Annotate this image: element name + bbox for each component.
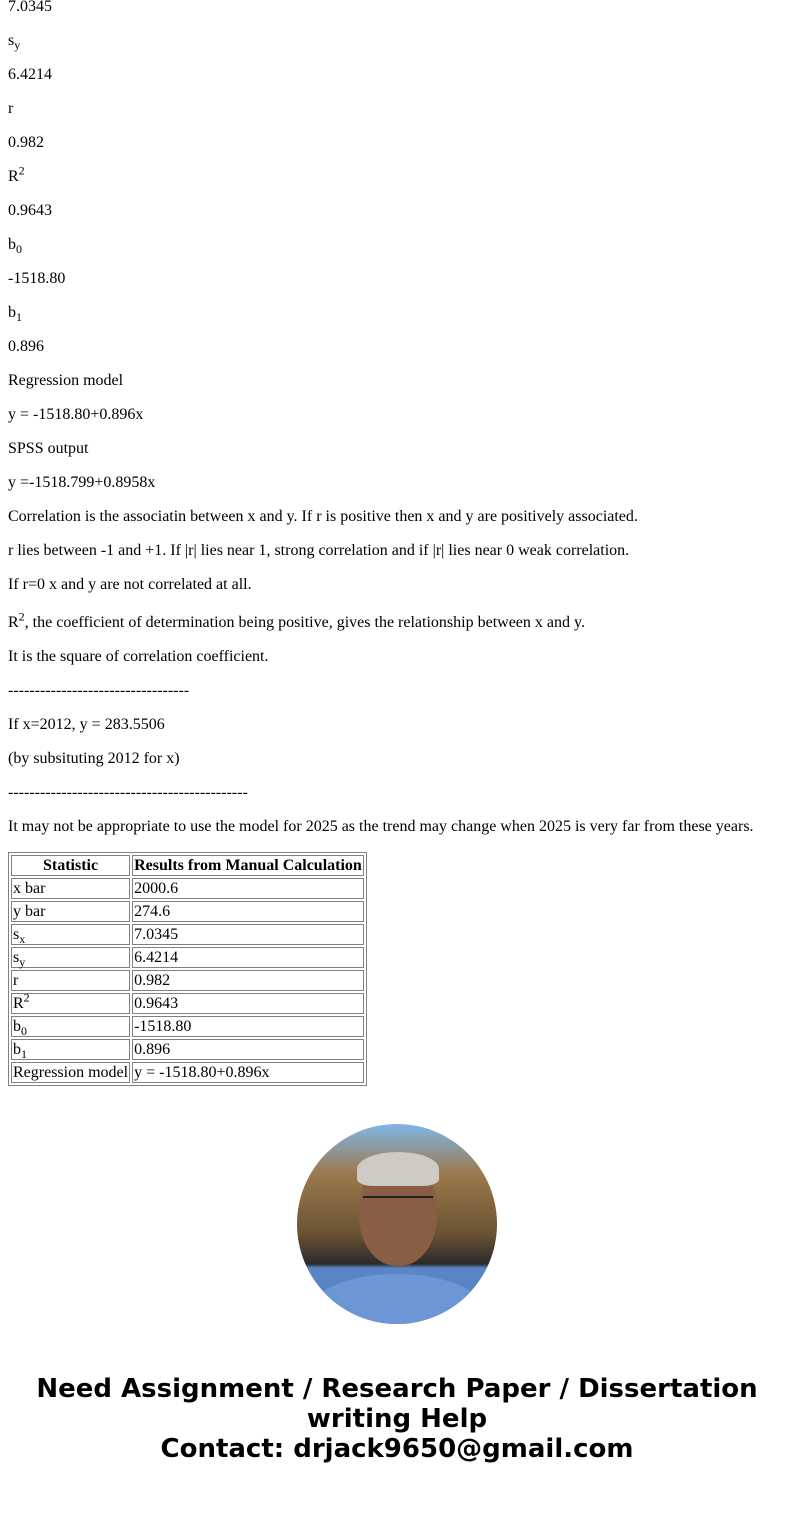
stat-value: y = -1518.80+0.896x [132, 1062, 364, 1083]
table-row [11, 878, 364, 899]
table-row [11, 993, 364, 1014]
divider: ---------------------------------- [8, 682, 190, 699]
stat-label: $b_0$ [11, 1016, 130, 1037]
spss-value: y =-1518.799+0.8958x [8, 474, 156, 491]
spss-label: SPSS output [8, 440, 89, 457]
stat-value: 0.982 [132, 970, 364, 991]
contact-email: Contact: drjack9650@gmail.com [160, 1434, 634, 1464]
table-row [11, 947, 364, 968]
header-results: Results from Manual Calculation [134, 857, 362, 874]
paragraph: It is the square of correlation coefficient. [8, 648, 269, 665]
value-sy: 6.4214 [8, 66, 52, 83]
paragraph: It may not be appropriate to use the model for 2025 as the trend may change when 2025 is very far from these years. [8, 818, 754, 835]
stat-value: 6.4214 [132, 947, 364, 968]
results-table [8, 852, 367, 1086]
paragraph: If x=2012, y = 283.5506 [8, 716, 165, 733]
table-row [11, 970, 364, 991]
stat-value: 274.6 [132, 901, 364, 922]
author-photo [297, 1124, 497, 1324]
stat-label: $s_y$ [11, 947, 130, 968]
stat-value: 0.896 [132, 1039, 364, 1060]
contact-banner [0, 1374, 794, 1464]
stat-value: -1518.80 [132, 1016, 364, 1037]
stat-value: 2000.6 [132, 878, 364, 899]
divider: --------------------------------------------- [8, 784, 248, 801]
stat-label: $R^2$ [11, 993, 130, 1014]
paragraph: r lies between -1 and +1. If |r| lies near 1, strong correlation and if |r| lies near 0 weak correlation. [8, 542, 630, 559]
paragraph: (by subsituting 2012 for x) [8, 750, 180, 767]
stat-label: r [11, 970, 130, 991]
stat-label: x bar [11, 878, 130, 899]
label-r: r [8, 100, 14, 117]
value-r: 0.982 [8, 134, 44, 151]
table-row [11, 1016, 364, 1037]
label-b1: $b_1$ [8, 304, 22, 325]
stat-label: y bar [11, 901, 130, 922]
banner-line: writing Help [306, 1404, 488, 1434]
label-b0: $b_0$ [8, 236, 22, 257]
table-row [11, 1039, 364, 1060]
table-row [11, 901, 364, 922]
paragraph: If r=0 x and y are not correlated at all. [8, 576, 252, 593]
label-r2: $R^2$ [8, 163, 25, 185]
table-row [11, 1062, 364, 1083]
banner-line: Need Assignment / Research Paper / Dissertation [36, 1374, 758, 1404]
stat-label: Regression model [13, 1064, 129, 1081]
paragraph: Correlation is the associatin between x and y. If r is positive then x and y are positively associated. [8, 508, 638, 525]
regression-label: Regression model [8, 372, 124, 389]
header-statistic: Statistic [11, 855, 130, 876]
stat-value: 0.9643 [132, 993, 364, 1014]
stat-label: $s_x$ [11, 924, 130, 945]
label-sy: $s_y$ [8, 32, 21, 53]
stat-value: 7.0345 [132, 924, 364, 945]
regression-value: y = -1518.80+0.896x [8, 406, 144, 423]
stat-label: $b_1$ [11, 1039, 130, 1060]
table-row [11, 924, 364, 945]
value-b0: -1518.80 [8, 270, 66, 287]
value-sx: 7.0345 [8, 0, 52, 15]
value-r2: 0.9643 [8, 202, 52, 219]
paragraph: $R^2$, the coefficient of determination being positive, gives the relationship between x and y. [8, 609, 585, 631]
value-b1: 0.896 [8, 338, 44, 355]
table-header-row [11, 855, 364, 876]
